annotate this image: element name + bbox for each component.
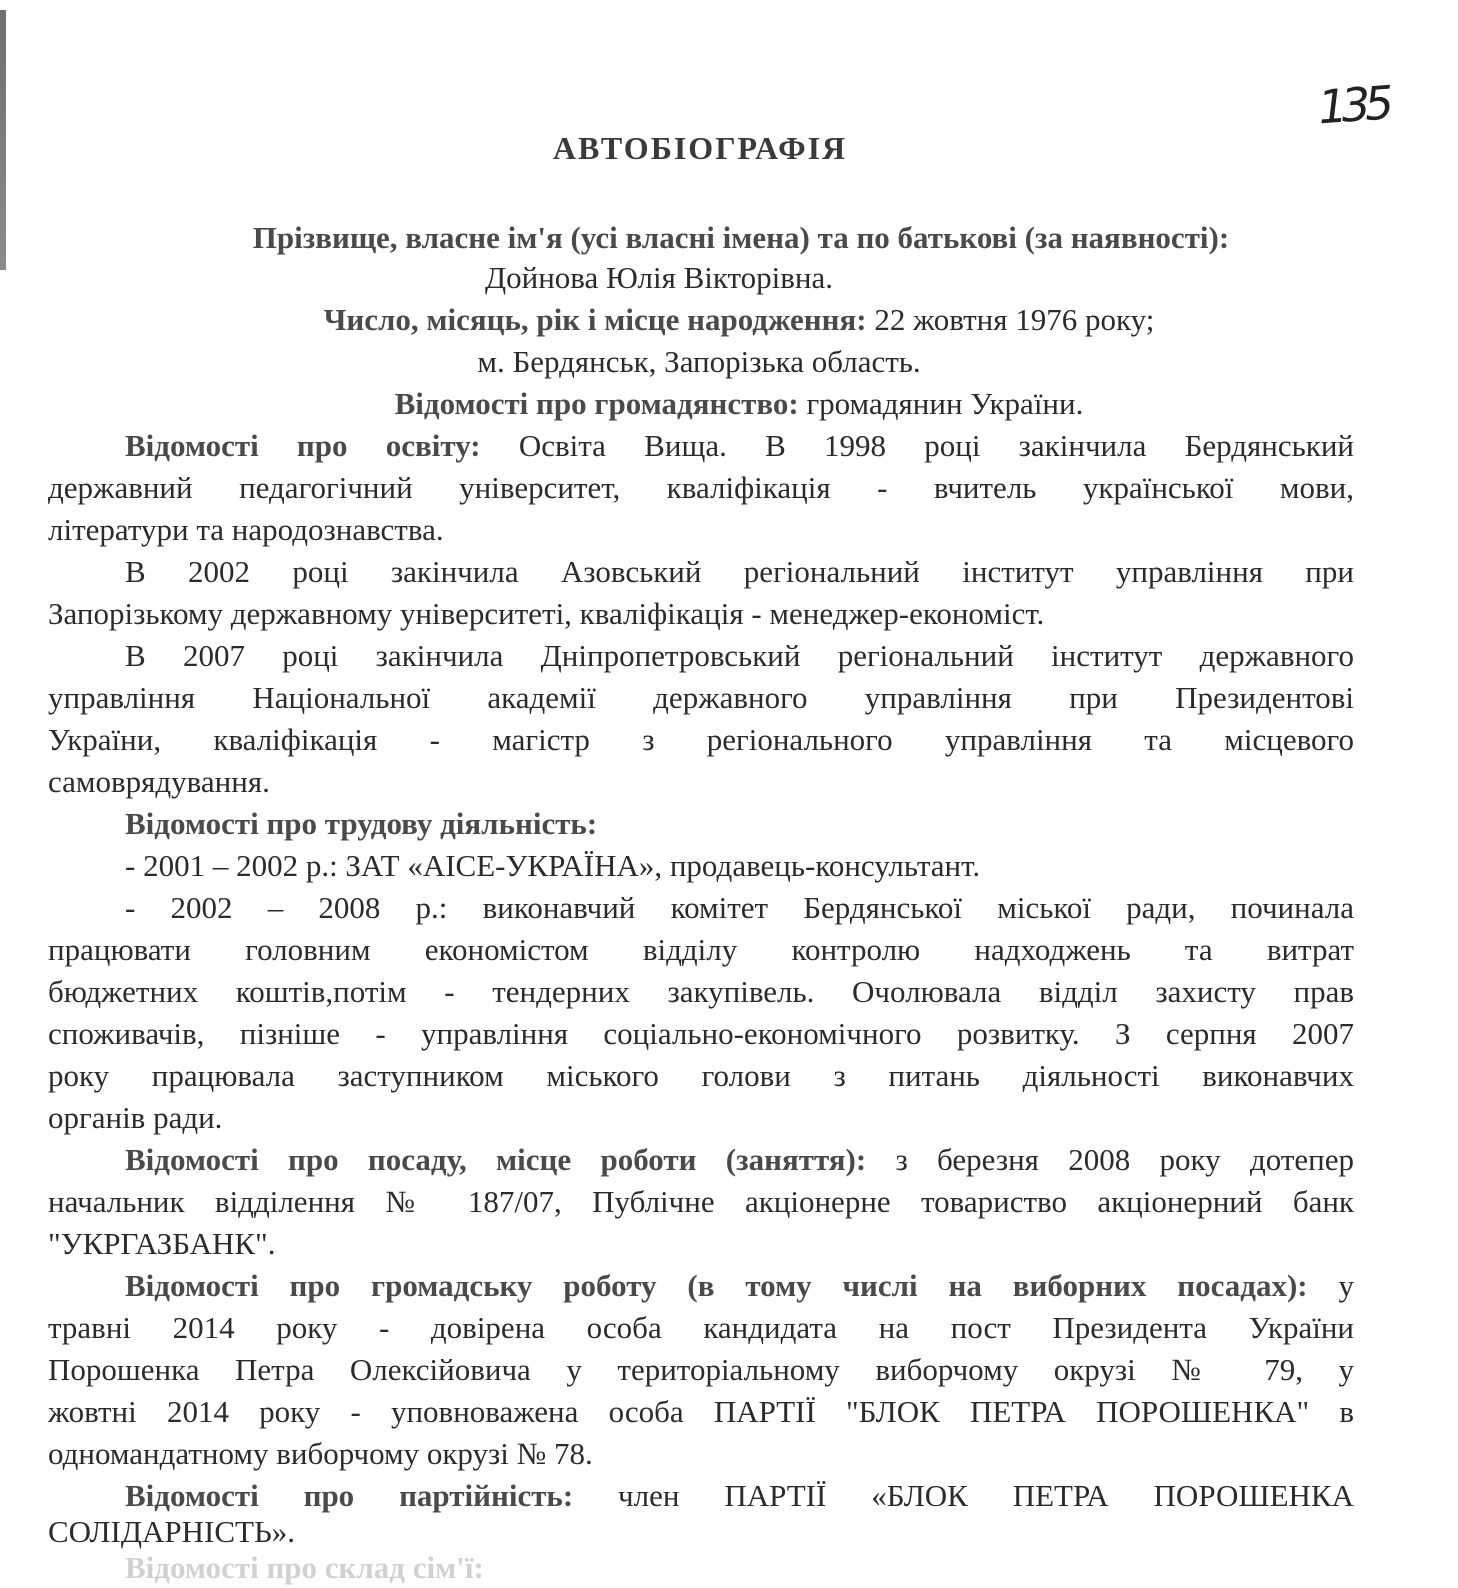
name-value: Дойнова Юлія Вікторівна. (484, 260, 834, 295)
public-work-label: Відомості про громадську роботу (в тому числі на виборних посадах): (125, 1268, 1308, 1303)
family-label-cutoff: Відомості про склад сім'ї: (125, 1550, 484, 1585)
education-line-3: літератури та народознавства. (48, 512, 444, 547)
public-work-line-2: травні 2014 року - довірена особа кандидата на пост Президента України (48, 1310, 1354, 1345)
page-number: 135 (1316, 75, 1390, 135)
education-line-1: Відомості про освіту: Освіта Вища. В 1998 році закінчила Бердянський (125, 428, 1354, 463)
document-title: АВТОБІОГРАФІЯ (552, 130, 848, 166)
education-line-9: самоврядування. (48, 764, 270, 799)
party-label: Відомості про партійність: (125, 1478, 574, 1513)
public-work-line-1: Відомості про громадську роботу (в тому числі на виборних посадах): у (125, 1268, 1354, 1303)
education-line-7: управління Національної академії державного управління при Президентові (48, 680, 1354, 715)
citizenship-label: Відомості про громадянство: (394, 386, 799, 421)
work-line-1: - 2001 – 2002 р.: ЗАТ «АІСЕ-УКРАЇНА», продавець-консультант. (125, 848, 981, 883)
birth-value: 22 жовтня 1976 року; (866, 302, 1155, 337)
position-line-1: Відомості про посаду, місце роботи (заняття): з березня 2008 року дотепер (125, 1142, 1354, 1177)
work-line-7: органів ради. (48, 1100, 223, 1135)
position-label: Відомості про посаду, місце роботи (заняття): (125, 1142, 867, 1177)
public-work-line-4: жовтні 2014 року - уповноважена особа ПАРТІЇ "БЛОК ПЕТРА ПОРОШЕНКА" в (48, 1394, 1354, 1429)
birth-line (10, 300, 1458, 340)
education-line-5: Запорізькому державному університеті, кваліфікація - менеджер-економіст. (48, 596, 1045, 631)
citizenship-value: громадянин України. (798, 386, 1084, 421)
work-label: Відомості про трудову діяльність: (125, 806, 598, 841)
party-line-1: Відомості про партійність: член ПАРТІЇ «БЛОК ПЕТРА ПОРОШЕНКА (125, 1478, 1354, 1513)
education-label: Відомості про освіту: (125, 428, 481, 463)
education-line-8: України, кваліфікація - магістр з регіонального управління та місцевого (48, 722, 1354, 757)
birth-label: Число, місяць, рік і місце народження: (323, 302, 867, 337)
name-label: Прізвище, власне ім'я (усі власні імена) та по батькові (за наявності): (252, 220, 1230, 255)
public-work-line-5: одномандатному виборчому окрузі № 78. (48, 1436, 593, 1471)
birth-place: м. Бердянськ, Запорізька область. (477, 344, 921, 379)
education-line-4: В 2002 році закінчила Азовський регіональний інститут управління при (125, 554, 1354, 589)
position-line-2: начальник відділення № 187/07, Публічне акціонерне товариство акціонерний банк (48, 1184, 1354, 1219)
education-line-2: державний педагогічний університет, кваліфікація - вчитель української мови, (48, 470, 1354, 505)
work-line-3: працювати головним економістом відділу контролю надходжень та витрат (48, 932, 1354, 967)
work-line-2: - 2002 – 2008 р.: виконавчий комітет Бердянської міської ради, починала (125, 890, 1354, 925)
citizenship-line (10, 384, 1458, 424)
work-line-6: року працювала заступником міського голови з питань діяльності виконавчих (48, 1058, 1354, 1093)
party-line-2: СОЛІДАРНІСТЬ». (48, 1514, 296, 1549)
position-line-3: "УКРГАЗБАНК". (48, 1226, 276, 1261)
public-work-line-3: Порошенка Петра Олексійовича у територіальному виборчому окрузі № 79, у (48, 1352, 1354, 1387)
education-line-6: В 2007 році закінчила Дніпропетровський регіональний інститут державного (125, 638, 1354, 673)
work-line-4: бюджетних коштів,потім - тендерних закупівель. Очолювала відділ захисту прав (48, 974, 1354, 1009)
work-line-5: споживачів, пізніше - управління соціально-економічного розвитку. З серпня 2007 (48, 1016, 1354, 1051)
